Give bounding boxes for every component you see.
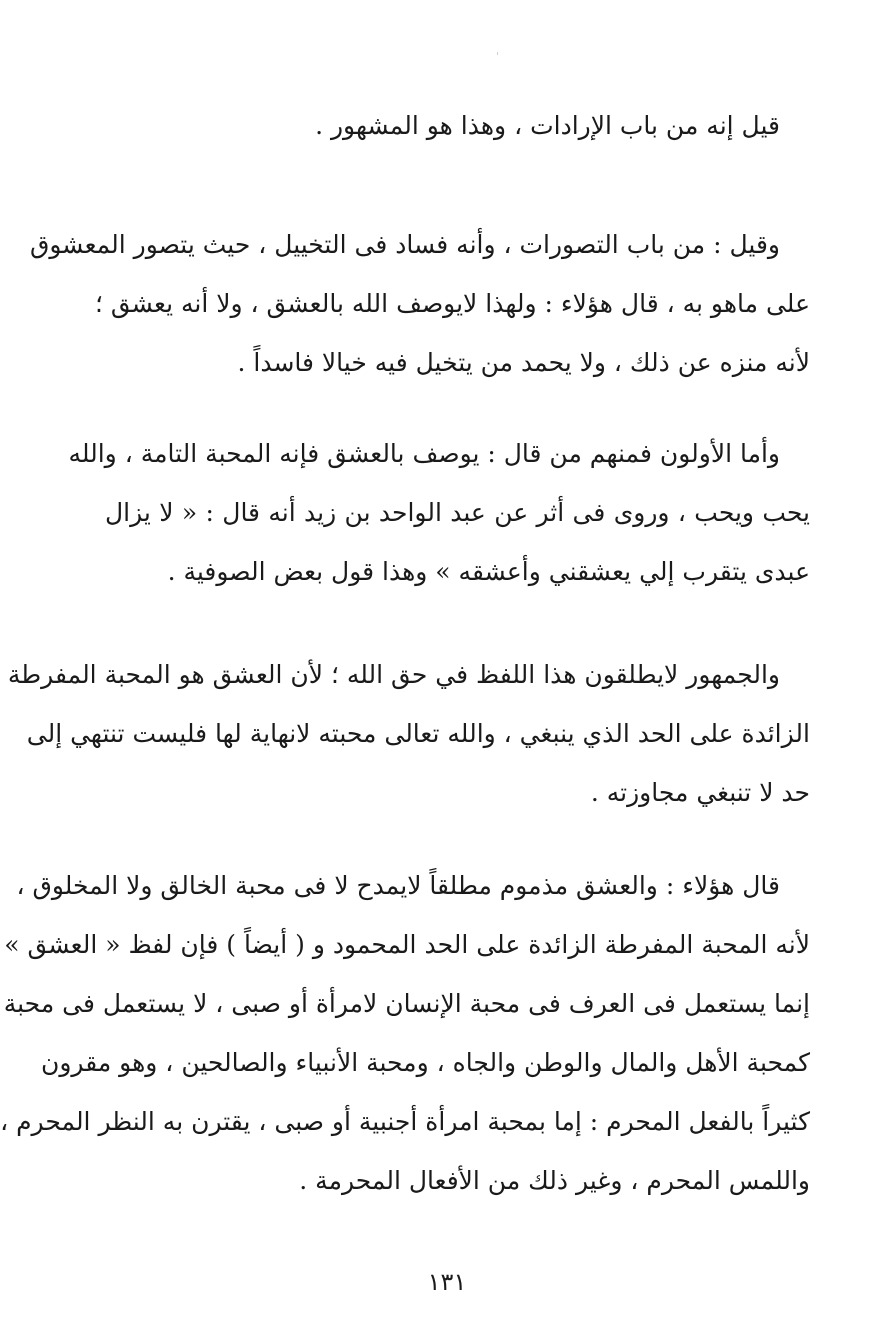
text-line: لأنه منزه عن ذلك ، ولا يحمد من يتخيل فيه خيالا فاسداً . xyxy=(237,348,810,377)
text-line: عبدى يتقرب إلي يعشقني وأعشقه » وهذا قول بعض الصوفية . xyxy=(167,557,810,586)
text-line: وأما الأولون فمنهم من قال : يوصف بالعشق فإنه المحبة التامة ، والله xyxy=(68,439,780,468)
paragraph-3 xyxy=(68,424,810,601)
paragraph-2 xyxy=(30,215,810,392)
text-line: كثيراً بالفعل المحرم : إما بمحبة امرأة أجنبية أو صبى ، يقترن به النظر المحرم ، xyxy=(0,1107,810,1136)
text-line: لأنه المحبة المفرطة الزائدة على الحد المحمود و ( أيضاً ) فإن لفظ « العشق » xyxy=(4,930,810,959)
text-line: كمحبة الأهل والمال والوطن والجاه ، ومحبة الأنبياء والصالحين ، وهو مقرون xyxy=(40,1048,810,1077)
text-line: حد لا تنبغي مجاوزته . xyxy=(590,778,810,807)
paragraph-5 xyxy=(0,856,810,1210)
text-line: على ماهو به ، قال هؤلاء : ولهذا لايوصف الله بالعشق ، ولا أنه يعشق ؛ xyxy=(94,289,810,318)
text-line: واللمس المحرم ، وغير ذلك من الأفعال المحرمة . xyxy=(299,1166,810,1195)
text-line: وقيل : من باب التصورات ، وأنه فساد فى التخييل ، حيث يتصور المعشوق xyxy=(30,230,780,259)
text-line: إنما يستعمل فى العرف فى محبة الإنسان لامرأة أو صبى ، لا يستعمل فى محبة xyxy=(3,989,810,1018)
scan-mark xyxy=(497,52,498,55)
paragraph-4 xyxy=(7,645,810,822)
text-line: والجمهور لايطلقون هذا اللفظ في حق الله ؛ لأن العشق هو المحبة المفرطة xyxy=(7,660,780,689)
text-line: الزائدة على الحد الذي ينبغي ، والله تعالى محبته لانهاية لها فليست تنتهي إلى xyxy=(26,719,810,748)
text-line: قال هؤلاء : والعشق مذموم مطلقاً لايمدح لا فى محبة الخالق ولا المخلوق ، xyxy=(16,871,780,900)
page-number: ١٣١ xyxy=(427,1268,467,1296)
paragraph-1 xyxy=(105,96,810,155)
text-line: قيل إنه من باب الإرادات ، وهذا هو المشهور . xyxy=(315,111,780,140)
text-line: يحب ويحب ، وروى فى أثر عن عبد الواحد بن زيد أنه قال : « لا يزال xyxy=(105,498,810,527)
